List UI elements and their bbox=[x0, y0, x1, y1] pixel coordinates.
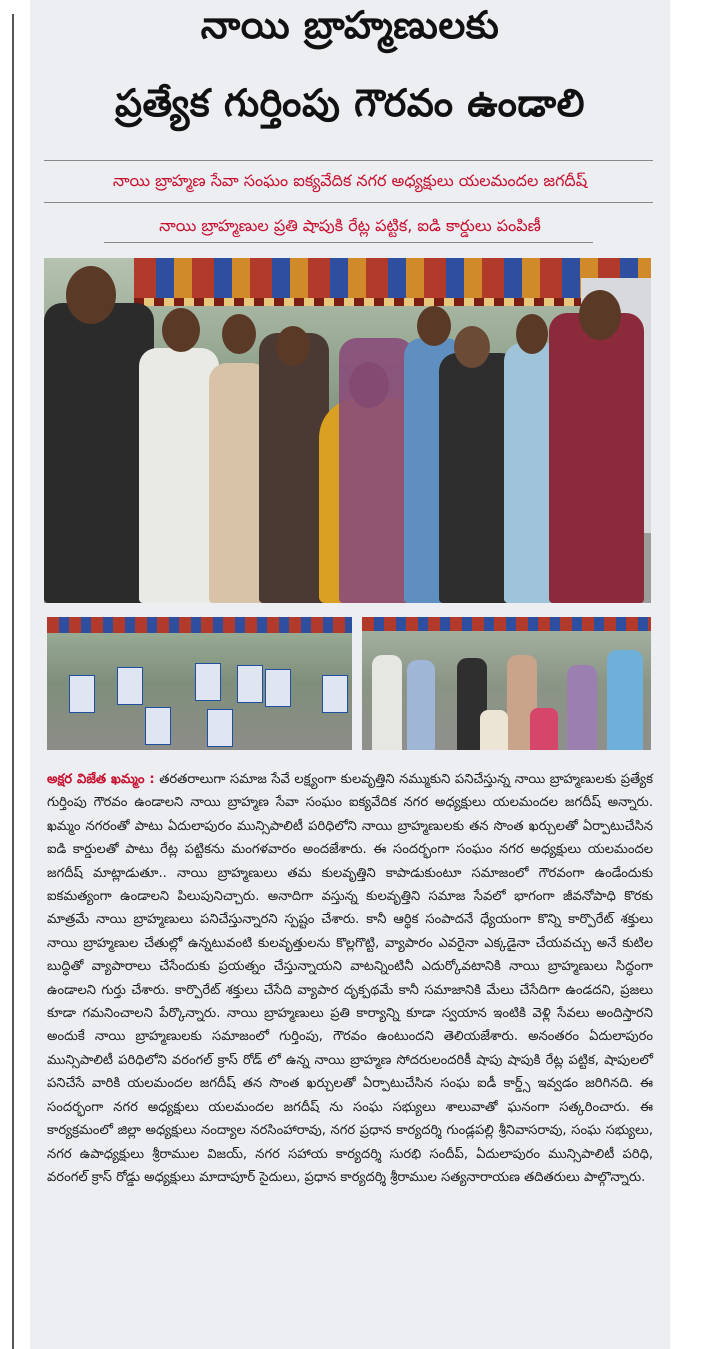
person-head bbox=[516, 314, 548, 354]
rate-chart-poster bbox=[322, 675, 348, 713]
person-figure bbox=[372, 655, 402, 750]
main-group-photo bbox=[44, 258, 651, 603]
subhead-bottom-rule bbox=[104, 242, 593, 243]
person-figure bbox=[407, 660, 435, 750]
rate-chart-poster bbox=[69, 675, 95, 713]
person-head bbox=[276, 326, 310, 366]
headline-line-1: నాయి బ్రాహ్మణులకు bbox=[200, 3, 500, 47]
person-head bbox=[454, 326, 490, 368]
person-head bbox=[162, 308, 200, 352]
rate-chart-poster bbox=[265, 669, 291, 707]
person-head bbox=[417, 306, 451, 346]
photo-canopy bbox=[134, 258, 651, 298]
person-figure bbox=[339, 338, 414, 603]
rate-chart-poster bbox=[145, 707, 171, 745]
person-figure bbox=[530, 708, 558, 750]
person-figure bbox=[139, 348, 219, 603]
article-body-text: తరతరాలుగా సమాజ సేవే లక్ష్యంగా కులవృత్తిని నమ్ముకుని పనిచేస్తున్న నాయి బ్రాహ్మణులకు ప్రత్యేక గుర్తింపు గౌరవం ఉండాలని నాయి బ్రాహ్మణ సేవా సంఘం ఐక్యవేదిక నగర అధ్యక్షులు యలమందల జగదీష్ అన్నారు. ఖమ్మం నగరంతో పాటు ఏదులాపురం మున్సిపాలిటీ పరిధిలోని నాయి బ్రాహ్మణులకు తన సొంత ఖర్చులతో ఏర్పాటుచేసిన ఐడి కార్డులతో పాటు రేట్ల పట్టికను మంగళవారం అందజేశారు. ఈ సందర్భంగా సంఘం నగర అధ్యక్షులు యలమందల జగదీష్ మాట్లాడుతూ.. నాయి బ్రాహ్మణులు తమ కులవృత్తిని కాపాడుకుంటూ సమాజంలో గౌరవంగా ఉండేందుకు ఐకమత్యంగా ఉండాలని పిలుపునిచ్చారు. అనాదిగా వస్తున్న కులవృత్తిని సమాజ సేవలో భాగంగా జీవనోపాధి కొరకు మాత్రమే నాయి బ్రాహ్మణులు పనిచేస్తున్నారని స్పష్టం చేశారు. కానీ ఆర్థిక సంపాదనే ధ్యేయంగా కొన్ని కార్పొరేట్ శక్తులు నాయి బ్రాహ్మణుల చేతుల్లో ఉన్నటువంటి కులవృత్తులను కొల్లగొట్టి, వ్యాపారం ఎవరైనా ఎక్కడైనా చేయవచ్చు అనే కుటిల బుద్ధితో వ్యాపారాలు చేసేందుకు ప్రయత్నం చేస్తున్నాయని వాటన్నింటినీ ఎదుర్కోవటానికి నాయి బ్రాహ్మణులు సిద్ధంగా ఉండాలని గుర్తు చేశారు. కార్పొరేట్ శక్తులు చేసేది వ్యాపార దృక్పథమే కానీ సమాజానికి మేలు చేసేదిగా ఉండదని, ప్రజలు కూడా గమనించాలని పేర్కొన్నారు. నాయి బ్రాహ్మణులు ప్రతి కార్యాన్ని కూడా స్వయాన ఇంటికి వెళ్లి సేవలు అందిస్తారని అందుకే నాయి బ్రాహ్మణులకు సమాజంలో గుర్తింపు, గౌరవం ఉంటుందని తెలియజేశారు. అనంతరం ఏదులాపురం మున్సిపాలిటీ పరిధిలోని వరంగల్ క్రాస్ రోడ్ లో ఉన్న నాయి బ్రాహ్మణ సోదరులందరికీ షాపు షాపుకి రేట్ల పట్టిక, షాపులలో పనిచేసే వారికి యలమందల జగదీష్ తన సొంత ఖర్చులతో ఏర్పాటుచేసిన సంఘ ఐడీ కార్డ్స్ ఇవ్వడం జరిగినది. ఈ సందర్భంగా నగర అధ్యక్షులు యలమందల జగదీష్ ను సంఘ సభ్యులు శాలువాతో ఘనంగా సత్కరించారు. ఈ కార్యక్రమంలో జిల్లా అధ్యక్షులు నంద్యాల నరసింహారావు, నగర ప్రధాన కార్యదర్శి గుండ్లపల్లి శ్రీనివాసరావు, సంఘ సభ్యులు, నగర ఉపాధ్యక్షులు శ్రీరాముల విజయ్, నగర సహాయ కార్యదర్శి సురభి సందీప్, ఏదులాపురం మున్సిపాలిటీ పరిధి, వరంగల్ క్రాస్ రోడ్డు అధ్యక్షులు మాదాపూర్ సైదులు, ప్రధాన కార్యదర్శి శ్రీరాముల సత్యనారాయణ తదితరులు పాల్గొన్నారు. bbox=[47, 772, 653, 1185]
subhead-line-2: నాయి బ్రాహ్మణుల ప్రతి షాపుకి రేట్ల పట్టిక, ఐడి కార్డులు పంపిణీ bbox=[159, 216, 541, 235]
photo-canopy-fringe bbox=[134, 298, 651, 306]
subhead-top-rule bbox=[44, 160, 653, 161]
subhead-divider bbox=[44, 202, 653, 203]
person-head bbox=[579, 290, 621, 340]
person-figure bbox=[480, 710, 508, 750]
subhead-line-1: నాయి బ్రాహ్మణ సేవా సంఘం ఐక్యవేదిక నగర అధ్యక్షులు యలమందల జగదీష్ bbox=[112, 171, 588, 190]
photo-canopy bbox=[362, 617, 651, 631]
headline-line-2: ప్రత్యేక గుర్తింపు గౌరవం ఉండాలి bbox=[114, 81, 586, 125]
rate-chart-poster bbox=[237, 665, 263, 703]
rate-chart-poster bbox=[207, 709, 233, 747]
person-head bbox=[66, 266, 116, 324]
photo-canopy bbox=[47, 617, 352, 633]
person-figure bbox=[549, 313, 644, 603]
dateline: అక్షర విజేత ఖమ్మం : bbox=[47, 772, 155, 787]
article-body bbox=[47, 768, 653, 1189]
event-photo-left bbox=[47, 617, 352, 750]
column-margin-rule bbox=[12, 14, 14, 1349]
person-figure bbox=[607, 650, 643, 750]
rate-chart-poster bbox=[117, 667, 143, 705]
person-figure bbox=[567, 665, 597, 750]
rate-chart-poster bbox=[195, 663, 221, 701]
person-figure bbox=[44, 303, 154, 603]
event-photo-right bbox=[362, 617, 651, 750]
person-head bbox=[222, 314, 256, 354]
